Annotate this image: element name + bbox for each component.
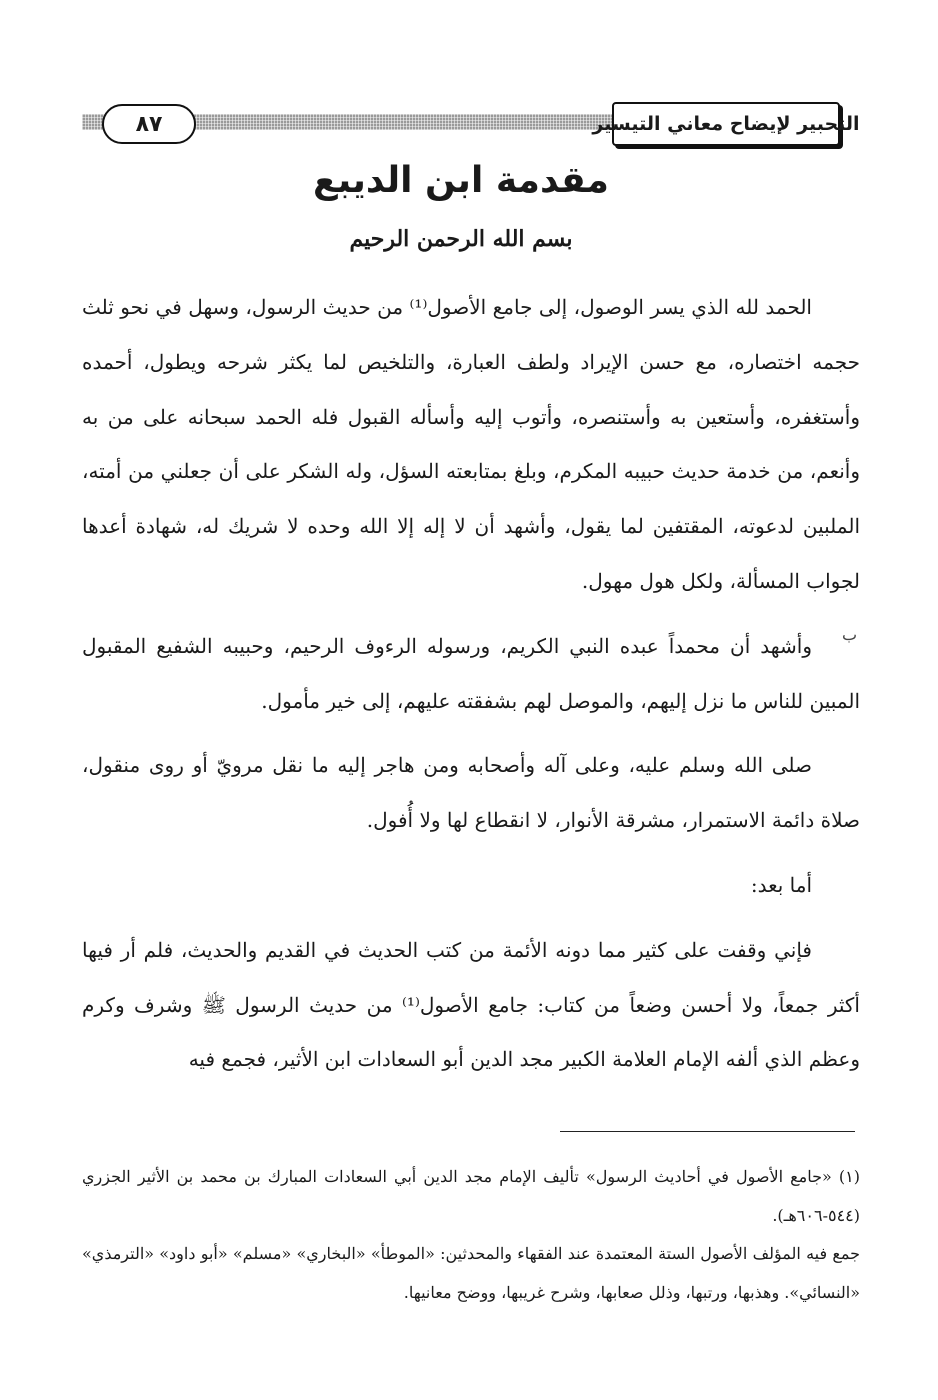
footnote: (١) «جامع الأصول في أحاديث الرسول» تأليف الإمام مجد الدين أبي السعادات المبارك بن محمد بن الأثير الجزري (٥٤٤-٦٠٦هـ). (82, 1167, 860, 1225)
running-title-box (592, 102, 860, 146)
main-text (82, 280, 860, 1087)
paragraph: الحمد لله الذي يسر الوصول، إلى جامع الأصول⁽¹⁾ من حديث الرسول، وسهل في نحو ثلث حجمه اختصاره، مع حسن الإيراد ولطف العبارة، والتلخيص لما يكثر شرحه ويطول، أحمده وأستغفره، وأستعين به وأستنصره، وأتوب إليه وأسأله القبول فله الحمد سبحانه على من به وأنعم، من خدمة حديث حبيبه المكرم، وبلغ بمتابعته السؤل، وله الشكر على أن جعلني من أمته، الملبين لدعوته، المقتفين لما يقول، وأشهد أن لا إله إلا الله وحده لا شريك له، شهادة أعدها لجواب المسألة، ولكل هول مهول. (82, 295, 860, 593)
paragraph: أما بعد: (750, 872, 812, 897)
running-header (82, 100, 860, 146)
footnotes (82, 1158, 860, 1312)
paragraph: صلى الله وسلم عليه، وعلى آله وأصحابه ومن هاجر إليه ما نقل مرويّ أو روى منقول، صلاة دائمة الاستمرار، مشرقة الأنوار، لا انقطاع لها ولا أُفول. (82, 753, 860, 833)
page-number-badge (102, 104, 196, 144)
page-number: ٨٧ (135, 111, 163, 137)
running-title: التحبير لإيضاح معاني التيسير (592, 113, 860, 135)
paragraph: وأشهد أن محمداً عبده النبي الكريم، ورسوله الرءوف الرحيم، وحبيبه الشفيع المقبول المبين للناس ما نزل إليهم، والموصل لهم بشفقته عليهم، إلى خير مأمول. (82, 633, 860, 713)
footnote-separator (560, 1131, 855, 1132)
margin-mark: ب (842, 625, 858, 644)
paragraph: فإني وقفت على كثير مما دونه الأئمة من كتب الحديث في القديم والحديث، فلم أر فيها أكثر جمعاً، ولا أحسن وضعاً من كتاب: جامع الأصول⁽¹⁾ من حديث الرسول ﷺ وشرف وكرم وعظم الذي ألفه الإمام العلامة الكبير مجد الدين أبو السعادات ابن الأثير، فجمع فيه (82, 937, 860, 1072)
basmala: بسم الله الرحمن الرحيم (349, 226, 573, 252)
chapter-title: مقدمة ابن الديبع (313, 160, 609, 201)
footnote: جمع فيه المؤلف الأصول الستة المعتمدة عند الفقهاء والمحدثين: «الموطأ» «البخاري» «مسلم» «أبو داود» «الترمذي» «النسائي». وهذبها، ورتبها، وذلل صعابها، وشرح غريبها، ووضح معانيها. (82, 1244, 861, 1302)
